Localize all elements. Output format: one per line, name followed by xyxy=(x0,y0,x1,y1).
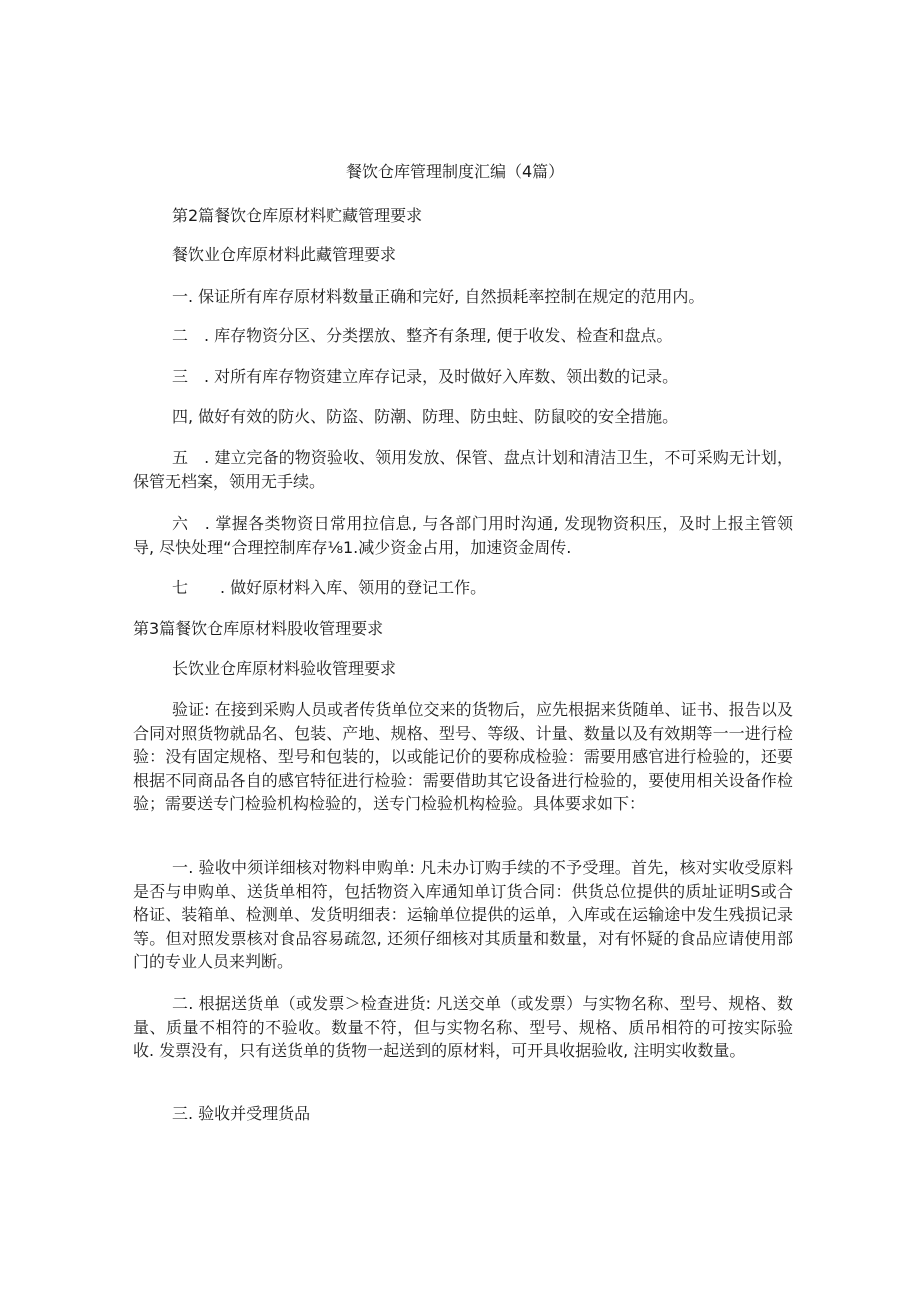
section-2-item-5: 五 . 建立完备的物资验收、领用发放、保管、盘点计划和清洁卫生，不可采购无计划，保管无档案，领用无手续。 xyxy=(133,448,793,491)
section-2-item-7: 七 . 做好原材料入库、领用的登记工作。 xyxy=(172,578,487,597)
section-3-paragraph-3: 三. 验收并受理货品 xyxy=(172,1104,311,1123)
section-3-subheading: 长饮业仓库原材料验收管理要求 xyxy=(172,659,397,678)
section-3-paragraph-1: 一. 验收中须详细核对物料申购单: 凡未办订购手续的不予受理。首先，核对实收受原料是否与申购单、送货单相符，包括物资入库通知单订货合同：供货总位提供的质址证明S或合格证、装箱单、检测单、发货明细表：运输单位提供的运单，入库或在运输途中发生残损记录等。但对照发票核对食品容易疏忽, 还须仔细核对其质量和数量，对有怀疑的食品应请使用部门的专业人员来判断。 xyxy=(133,858,793,971)
section-2-item-2: 二 . 库存物资分区、分类摆放、整齐有条理, 便于收发、检查和盘点。 xyxy=(172,326,673,345)
section-2-item-4: 四, 做好有效的防火、防盗、防潮、防理、防虫蛀、防鼠咬的安全措施。 xyxy=(172,407,679,426)
section-3-heading: 第3篇餐饮仓库原材料股收管理要求 xyxy=(133,619,384,638)
section-2-subheading: 餐饮业仓库原材料此藏管理要求 xyxy=(172,245,397,264)
section-3-paragraph-2: 二. 根据送货单（或发票＞检查进货: 凡送交单（或发票）与实物名称、型号、规格、数量、质量不相符的不验收。数量不符，但与实物名称、型号、规格、质吊相符的可按实际验收. 发票没有，只有送货单的货物一起送到的原材料，可开具收据验收, 注明实收数量。 xyxy=(133,994,793,1060)
section-2-item-3: 三 . 对所有库存物资建立库存记录，及时做好入库数、领出数的记录。 xyxy=(172,367,679,386)
section-3-paragraph-verification: 验证: 在接到采购人员或者传货单位交来的货物后，应先根据来货随单、证书、报告以及合同对照货物就品名、包装、产地、规格、型号、等级、计量、数量以及有效期等一一进行检验：没有固定规格、型号和包装的，以或能记价的要称成检验：需要用感官进行检验的，还要根据不同商品各自的感官特征进行检验：需要借助其它设备进行检验的，要使用相关设备作检验；需要送专门检验机构检验的，送专门检验机构检验。具体要求如下： xyxy=(133,700,793,813)
section-2-item-1: 一. 保证所有库存原材料数量正确和完好, 自然损耗率控制在规定的范用内。 xyxy=(172,287,705,306)
document-title: 餐饮仓库管理制度汇编（4篇） xyxy=(346,162,565,181)
section-2-heading: 第2篇餐饮仓库原材料贮藏管理要求 xyxy=(172,206,423,225)
section-2-item-6: 六 . 掌握各类物资日常用拉信息, 与各部门用时沟通, 发现物资积压，及时上报主管领导, 尽快处理“合理控制库存⅛1.减少资金占用，加速资金周传. xyxy=(133,514,793,557)
